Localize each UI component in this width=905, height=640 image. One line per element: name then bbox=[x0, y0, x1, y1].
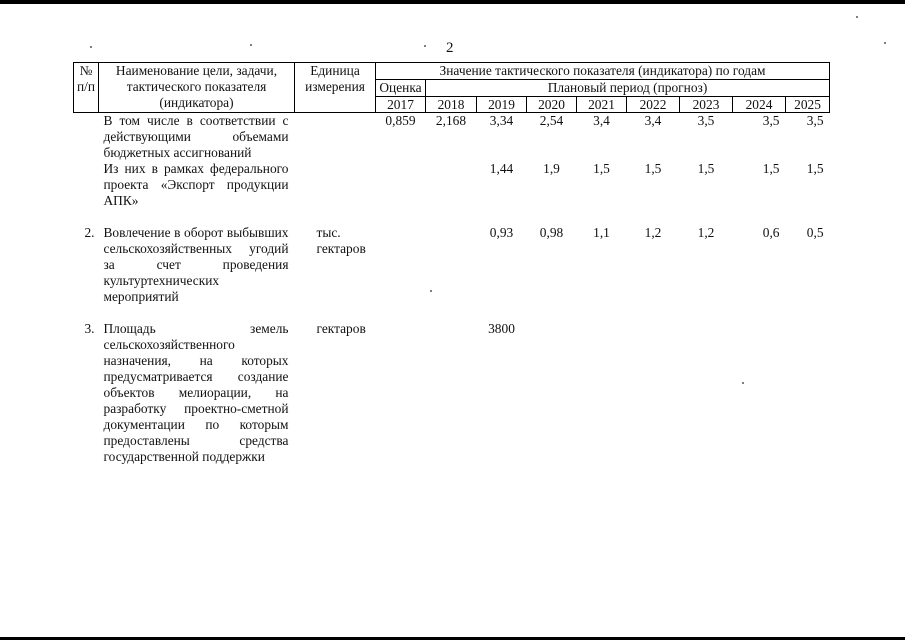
value-cell: 1,1 bbox=[593, 225, 610, 240]
header-num: № п/п bbox=[74, 63, 99, 113]
scan-speck bbox=[884, 42, 886, 44]
value-cell: 0,5 bbox=[806, 225, 824, 240]
table-row bbox=[74, 225, 830, 305]
value-cell: 3,4 bbox=[644, 113, 662, 128]
indicator-name: Из них в рамках федерального проекта «Экспорт продукции АПК» bbox=[103, 161, 289, 208]
value-cell: 1,5 bbox=[762, 161, 780, 176]
indicator-table bbox=[73, 62, 830, 465]
value-cell bbox=[786, 321, 830, 465]
header-year: 2022 bbox=[627, 97, 680, 113]
value-cell: 3,34 bbox=[489, 113, 514, 128]
header-year: 2018 bbox=[426, 97, 477, 113]
value-cell bbox=[376, 321, 426, 465]
row-number: 3. bbox=[84, 321, 95, 336]
scan-speck bbox=[424, 45, 426, 47]
scan-speck bbox=[90, 46, 92, 48]
value-cell bbox=[426, 161, 477, 209]
value-cell: 1,9 bbox=[543, 161, 560, 176]
header-year: 2025 bbox=[786, 97, 830, 113]
value-cell: 3,5 bbox=[762, 113, 780, 128]
row-spacer bbox=[74, 305, 830, 321]
value-cell: 1,5 bbox=[644, 161, 662, 176]
indicator-name: Вовлечение в оборот выбывших сельскохозяйственных угодий за счет проведения культуртехнических мероприятий bbox=[103, 225, 289, 304]
indicator-unit: гектаров bbox=[316, 321, 366, 336]
header-year: 2019 bbox=[477, 97, 527, 113]
row-number: 2. bbox=[84, 225, 95, 240]
value-cell: 3,5 bbox=[806, 113, 824, 128]
header-name: Наименование цели, задачи, тактического показателя (индикатора) bbox=[99, 63, 295, 113]
table-header bbox=[74, 63, 830, 113]
value-cell: 0,859 bbox=[385, 113, 416, 128]
table-row bbox=[74, 113, 830, 162]
value-cell bbox=[733, 321, 786, 465]
page-number: 2 bbox=[446, 40, 454, 56]
header-plan-period: Плановый период (прогноз) bbox=[426, 80, 830, 97]
header-year: 2024 bbox=[733, 97, 786, 113]
value-cell bbox=[577, 321, 627, 465]
top-border-rule bbox=[0, 0, 905, 4]
header-year: 2021 bbox=[577, 97, 627, 113]
value-cell: 1,5 bbox=[806, 161, 824, 176]
header-year: 2023 bbox=[680, 97, 733, 113]
table-row bbox=[74, 161, 830, 209]
value-cell: 3,5 bbox=[697, 113, 715, 128]
value-cell: 0,93 bbox=[489, 225, 514, 240]
value-cell: 2,168 bbox=[435, 113, 467, 128]
header-year: 2020 bbox=[527, 97, 577, 113]
value-cell bbox=[627, 321, 680, 465]
indicator-unit bbox=[295, 113, 376, 162]
indicator-unit: тыс. гектаров bbox=[316, 225, 366, 256]
value-cell bbox=[680, 321, 733, 465]
value-cell: 3800 bbox=[488, 321, 515, 336]
value-cell: 0,6 bbox=[762, 225, 780, 240]
row-number bbox=[74, 161, 99, 209]
value-cell: 1,5 bbox=[593, 161, 610, 176]
value-cell: 1,2 bbox=[697, 225, 715, 240]
table-row bbox=[74, 321, 830, 465]
value-cell bbox=[426, 321, 477, 465]
header-value-group: Значение тактического показателя (индикатора) по годам bbox=[376, 63, 830, 80]
value-cell bbox=[527, 321, 577, 465]
indicator-name: Площадь земель сельскохозяйственного назначения, на которых предусматривается создание объектов мелиорации, на разработку проектно-сметной документации по которым предоставлены средства государственной поддержки bbox=[103, 321, 289, 464]
scan-speck bbox=[856, 16, 858, 18]
value-cell: 1,44 bbox=[489, 161, 514, 176]
value-cell bbox=[376, 225, 426, 305]
value-cell: 0,98 bbox=[539, 225, 564, 240]
row-spacer bbox=[74, 209, 830, 225]
row-number bbox=[74, 113, 99, 162]
value-cell: 2,54 bbox=[539, 113, 564, 128]
value-cell bbox=[426, 225, 477, 305]
value-cell bbox=[376, 161, 426, 209]
indicator-unit bbox=[295, 161, 376, 209]
value-cell: 1,5 bbox=[697, 161, 715, 176]
indicator-name: В том числе в соответствии с действующими объемами бюджетных ассигнований bbox=[103, 113, 289, 160]
header-year: 2017 bbox=[376, 97, 426, 113]
value-cell: 1,2 bbox=[644, 225, 662, 240]
scan-speck bbox=[250, 44, 252, 46]
value-cell: 3,4 bbox=[593, 113, 610, 128]
header-unit: Единица измерения bbox=[295, 63, 376, 113]
header-estimate: Оценка bbox=[376, 80, 426, 97]
